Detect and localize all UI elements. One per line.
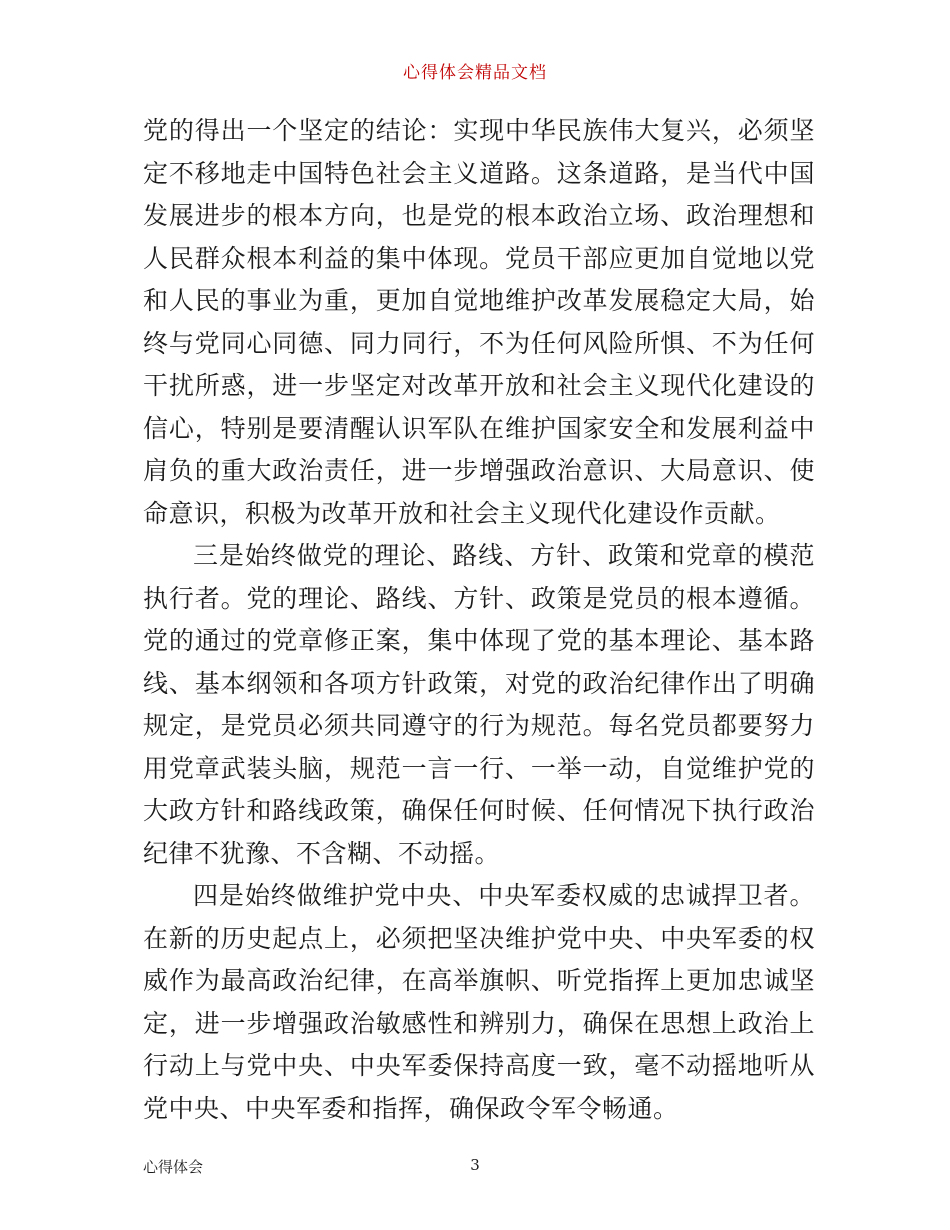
paragraph-3: 四是始终做维护党中央、中央军委权威的忠诚捍卫者。在新的历史起点上，必须把坚决维护党中央、中央军委的权威作为最高政治纪律，在高举旗帜、听党指挥上更加忠诚坚定，进一步增强政治敏感性和辨别力，确保在思想上政治上行动上与党中央、中央军委保持高度一致，毫不动摇地听从党中央、中央军委和指挥，确保政令军令畅通。 (143, 881, 815, 1123)
document-body (143, 110, 815, 1130)
page-number: 3 (470, 1156, 480, 1174)
footer-label: 心得体会 (143, 1158, 204, 1176)
paragraph-2: 三是始终做党的理论、路线、方针、政策和党章的模范执行者。党的理论、路线、方针、政策是党员的根本遵循。党的通过的党章修正案，集中体现了党的基本理论、基本路线、基本纲领和各项方针政策，对党的政治纪律作出了明确规定，是党员必须共同遵守的行为规范。每名党员都要努力用党章武装头脑，规范一言一行、一举一动，自觉维护党的大政方针和路线政策，确保任何时候、任何情况下执行政治纪律不犹豫、不含糊、不动摇。 (143, 541, 815, 868)
page-header-title: 心得体会精品文档 (403, 63, 547, 83)
paragraph-1: 党的得出一个坚定的结论：实现中华民族伟大复兴，必须坚定不移地走中国特色社会主义道路。这条道路，是当代中国发展进步的根本方向，也是党的根本政治立场、政治理想和人民群众根本利益的集中体现。党员干部应更加自觉地以党和人民的事业为重，更加自觉地维护改革发展稳定大局，始终与党同心同德、同力同行，不为任何风险所惧、不为任何干扰所惑，进一步坚定对改革开放和社会主义现代化建设的信心，特别是要清醒认识军队在维护国家安全和发展利益中肩负的重大政治责任，进一步增强政治意识、大局意识、使命意识，积极为改革开放和社会主义现代化建设作贡献。 (143, 116, 815, 528)
